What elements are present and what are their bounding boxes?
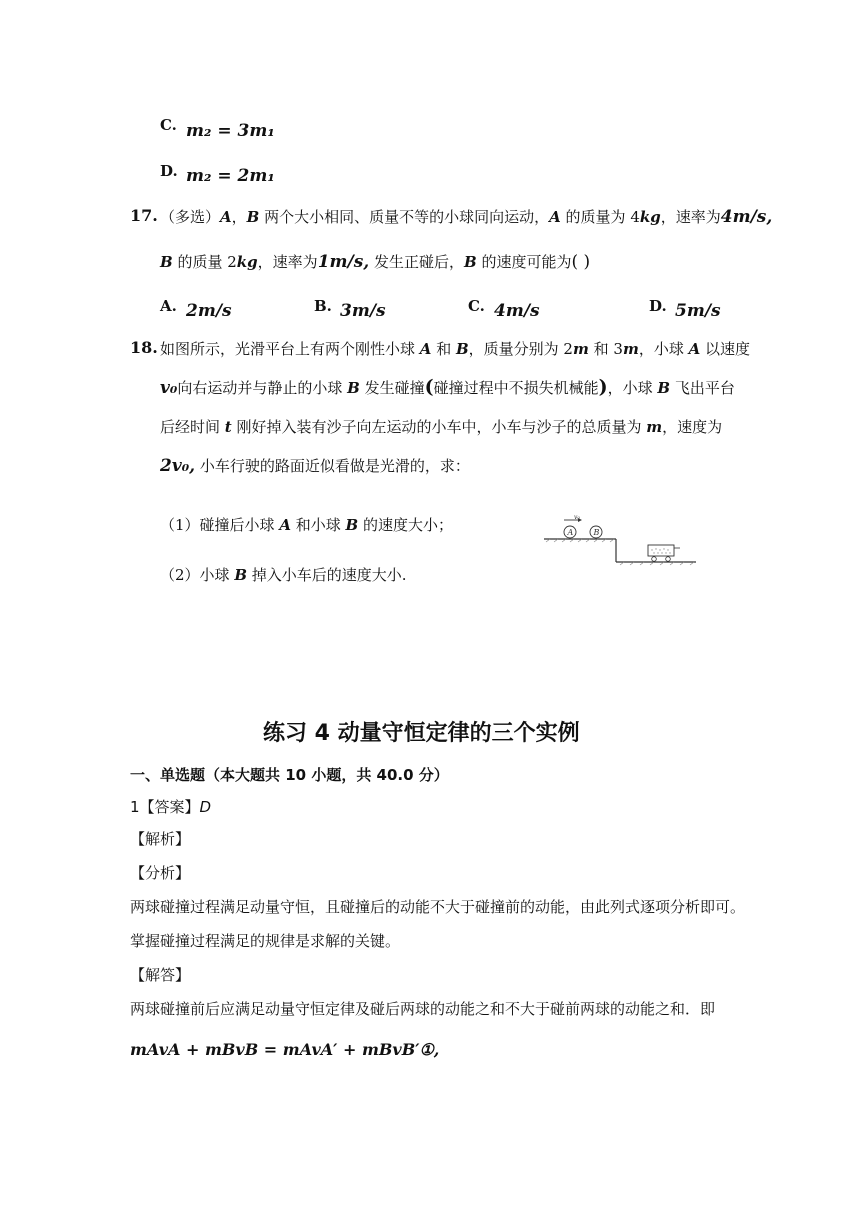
- fenxi-heading: 【分析】: [130, 864, 191, 882]
- ground-hatching: [546, 539, 694, 565]
- q18-text: ，小球: [638, 340, 689, 358]
- q18-var: B: [234, 566, 247, 584]
- q18-line1: [160, 338, 750, 359]
- q17-text: 发生正碰后，: [369, 253, 464, 271]
- q18-text: 碰撞过程中不损失机械能: [433, 379, 599, 397]
- q18-paren-open: (: [424, 376, 434, 398]
- q17-unit: kg: [236, 253, 258, 271]
- q18-sub2-text: （2）小球: [160, 566, 235, 584]
- q18-var: A: [688, 340, 701, 358]
- q17-number: 17.: [130, 206, 158, 225]
- q18-text: ，速度为: [662, 418, 723, 436]
- q17-unit: kg: [639, 208, 661, 226]
- q17-text: 的质量 2: [172, 253, 237, 271]
- q18-var: B: [347, 379, 360, 397]
- q18-var: A: [279, 516, 291, 534]
- q18-var: B: [657, 379, 671, 397]
- q18-text: 发生碰撞: [359, 379, 425, 397]
- q18-var: m: [622, 340, 639, 358]
- q18-text: 后经时间: [160, 418, 225, 436]
- q17-text: （多选）: [160, 208, 221, 226]
- q18-var: B: [455, 340, 469, 358]
- q17-option-a-value: 2m/s: [186, 301, 232, 321]
- q17-option-a-label: A.: [160, 297, 177, 315]
- answer-title: 练习 4 动量守恒定律的三个实例: [263, 721, 580, 746]
- q17-option-d-label: D.: [649, 297, 667, 315]
- q17-option-b-label: B.: [314, 297, 332, 315]
- ball-a-label: A: [567, 528, 574, 537]
- q17-speed-b: 1m/s,: [317, 252, 370, 272]
- q17-option-d-value: 5m/s: [675, 301, 721, 321]
- q18-v0: v₀: [160, 378, 178, 398]
- q18-text: 小车行驶的路面近似看做是光滑的，求：: [195, 457, 470, 475]
- q17-text: 的质量为 4: [560, 208, 640, 226]
- q17-option-c-value: 4m/s: [494, 301, 540, 321]
- q18-line3: [160, 416, 722, 437]
- q18-subquestion-2: [160, 564, 407, 585]
- q18-text: ，小球: [607, 379, 658, 397]
- q17-speed-a: 4m/s,: [720, 207, 773, 227]
- q17-var: A: [220, 208, 232, 226]
- answer-1-value: D: [199, 798, 212, 816]
- q18-line4: [160, 455, 470, 476]
- q18-var: m: [646, 418, 663, 436]
- q17-var: B: [246, 208, 260, 226]
- q18-paren-close: ): [598, 376, 608, 398]
- momentum-equation: mAvA + mBvB = mAvA′ + mBvB′①,: [130, 1040, 440, 1059]
- q18-sub1-text: （1）碰撞后小球: [160, 516, 280, 534]
- q18-subquestion-1: [160, 514, 453, 535]
- ball-b-label: B: [593, 528, 600, 537]
- q18-text: 以速度: [700, 340, 751, 358]
- q18-line2: [160, 376, 735, 398]
- q18-var: m: [572, 340, 589, 358]
- q18-text: ，质量分别为 2: [468, 340, 573, 358]
- q18-var: B: [345, 516, 359, 534]
- q16-option-c: [160, 116, 177, 134]
- section-heading: 一、单选题（本大题共 10 小题，共 40.0 分）: [130, 766, 449, 784]
- q18-text: 和: [431, 340, 456, 358]
- jiexi-heading: 【解析】: [130, 830, 191, 848]
- q17-option-b-value: 3m/s: [340, 301, 386, 321]
- q18-sub1-text: 的速度大小；: [358, 516, 453, 534]
- q18-var: A: [419, 340, 432, 358]
- q17-line2: [160, 251, 590, 272]
- q17-var: B: [160, 253, 173, 271]
- jieda-heading: 【解答】: [130, 966, 191, 984]
- q18-2v0: 2v₀,: [160, 456, 196, 476]
- q18-number: 18.: [130, 338, 158, 357]
- q17-text: ，: [231, 208, 247, 226]
- solution-line-1: 两球碰撞前后应满足动量守恒定律及碰后两球的动能之和不大于碰前两球的动能之和．即: [130, 1000, 716, 1018]
- q18-var: t: [224, 418, 232, 436]
- q17-var: B: [463, 253, 477, 271]
- q16-option-d: [160, 162, 178, 180]
- q18-sub1-text: 和小球: [290, 516, 346, 534]
- q16-option-d-expr: m₂ = 2m₁: [186, 166, 275, 186]
- q17-text: ，速率为: [660, 208, 721, 226]
- q16-option-c-label: C.: [160, 116, 177, 134]
- figure-v0-label: v₀: [574, 514, 580, 521]
- q18-text: 飞出平台: [670, 379, 735, 397]
- q18-sub2-text: 掉入小车后的速度大小.: [247, 566, 407, 584]
- q18-text: 和 3: [588, 340, 623, 358]
- q18-text: 向右运动并与静止的小球: [177, 379, 348, 397]
- q17-line1: [160, 206, 772, 227]
- sand-dots: [651, 548, 670, 553]
- q17-text: 的速度可能为: [476, 253, 572, 271]
- answer-1-label: 1【答案】: [130, 798, 200, 816]
- q17-option-c-label: C.: [468, 297, 485, 315]
- q17-var: A: [549, 208, 561, 226]
- analysis-line-1: 两球碰撞过程满足动量守恒，且碰撞后的动能不大于碰撞前的动能，由此列式逐项分析即可。: [130, 898, 746, 916]
- q16-option-d-label: D.: [160, 162, 178, 180]
- platform-cart-figure: [540, 510, 700, 570]
- q17-text: ，速率为: [257, 253, 318, 271]
- q18-text: 刚好掉入装有沙子向左运动的小车中，小车与沙子的总质量为: [231, 418, 647, 436]
- analysis-line-2: 掌握碰撞过程满足的规律是求解的关键。: [130, 932, 401, 950]
- cart-wheel-left: [652, 557, 657, 562]
- q16-option-c-expr: m₂ = 3m₁: [186, 121, 275, 141]
- q17-answer-blank: ( ): [571, 252, 591, 272]
- cart-wheel-right: [666, 557, 671, 562]
- q18-text: 如图所示，光滑平台上有两个刚性小球: [160, 340, 420, 358]
- answer-1: [130, 796, 211, 817]
- q17-text: 两个大小相同、质量不等的小球同向运动，: [259, 208, 550, 226]
